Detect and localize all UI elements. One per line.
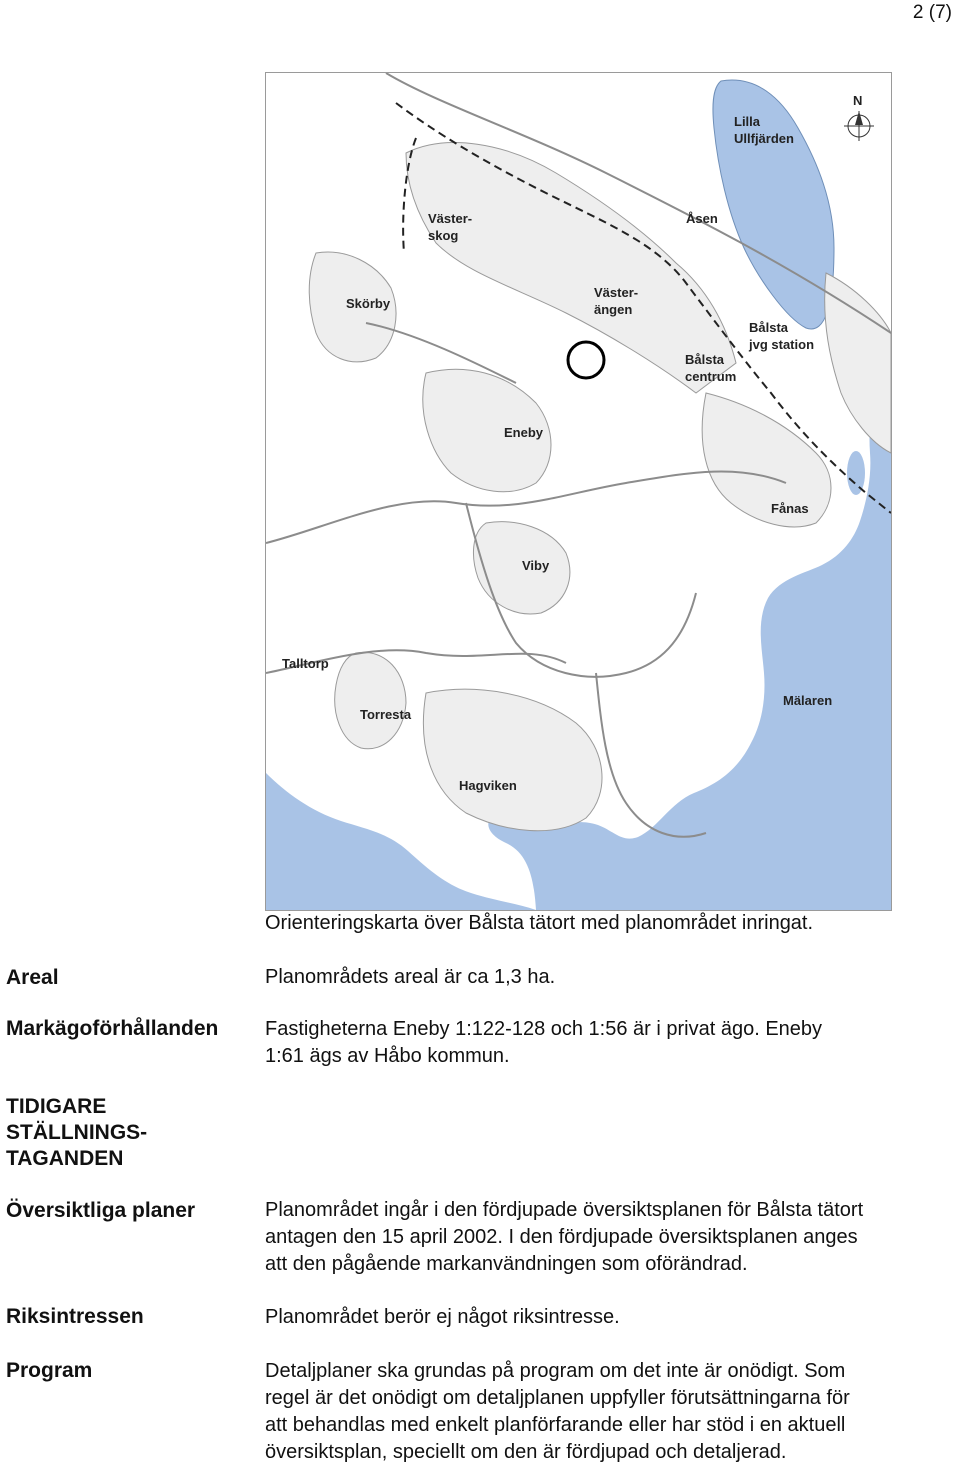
label-balsta-centrum-2: centrum: [685, 369, 737, 384]
label-program: Program: [6, 1359, 93, 1382]
text-oversiktliga-planer: Planområdet ingår i den fördjupade översiktsplanen för Bålsta tätort antagen den 15 april 2002. I den fördjupade översiktsplanen anges att den pågående markanvändningen som oförändrad.: [265, 1199, 864, 1275]
label-oversiktliga-planer: Översiktliga planer: [6, 1199, 196, 1222]
label-torresta: Torresta: [360, 707, 412, 722]
text-areal: Planområdets areal är ca 1,3 ha.: [265, 966, 556, 988]
label-lilla: Lilla: [734, 114, 761, 129]
label-vasterskog-1: Väster-: [428, 211, 473, 226]
label-riksintressen: Riksintressen: [6, 1305, 144, 1328]
label-fanas: Fånas: [771, 501, 809, 516]
map-canvas: [266, 73, 891, 910]
label-ullfjarden: Ullfjärden: [734, 131, 794, 146]
plan-area-marker: [568, 342, 604, 378]
heading-tidigare-stallningstaganden: TIDIGARE STÄLLNINGS- TAGANDEN: [6, 1095, 148, 1170]
label-skorby: Skörby: [346, 296, 391, 311]
compass-n-label: N: [853, 93, 863, 108]
text-markagoforhallanden: Fastigheterna Eneby 1:122-128 och 1:56 är i privat ägo. Eneby 1:61 ägs av Håbo kommun.: [265, 1018, 823, 1067]
label-hagviken: Hagviken: [459, 778, 517, 793]
north-arrow-icon: [844, 93, 874, 141]
label-markagoforhallanden: Markägoförhållanden: [6, 1017, 219, 1040]
label-balsta-station-2: jvg station: [749, 337, 815, 352]
label-vasterskog-2: skog: [428, 228, 459, 243]
label-talltorp: Talltorp: [282, 656, 329, 671]
orientation-map: [265, 72, 892, 911]
label-areal: Areal: [6, 966, 59, 989]
text-riksintressen: Planområdet berör ej något riksintresse.: [265, 1306, 620, 1328]
label-aasen: Åsen: [686, 211, 718, 226]
text-program: Detaljplaner ska grundas på program om det inte är onödigt. Som regel är det onödigt om detaljplanen uppfyller förutsättningarna för att behandlas med enkelt planförfarande eller har stöd i en aktuell översiktsplan, speciellt om den är fördjupad och detaljerad.: [265, 1360, 850, 1463]
label-balsta-centrum-1: Bålsta: [685, 352, 725, 367]
label-vasterangen-2: ängen: [594, 302, 633, 317]
page-number: 2 (7): [912, 2, 952, 23]
lake-lilla-ullfjarden: [713, 80, 834, 329]
label-vasterangen-1: Väster-: [594, 285, 639, 300]
label-balsta-station-1: Bålsta: [749, 320, 789, 335]
map-caption: Orienteringskarta över Bålsta tätort med planområdet inringat.: [265, 912, 814, 934]
label-malaren: Mälaren: [783, 693, 833, 708]
label-eneby: Eneby: [504, 425, 544, 440]
label-viby: Viby: [522, 558, 550, 573]
